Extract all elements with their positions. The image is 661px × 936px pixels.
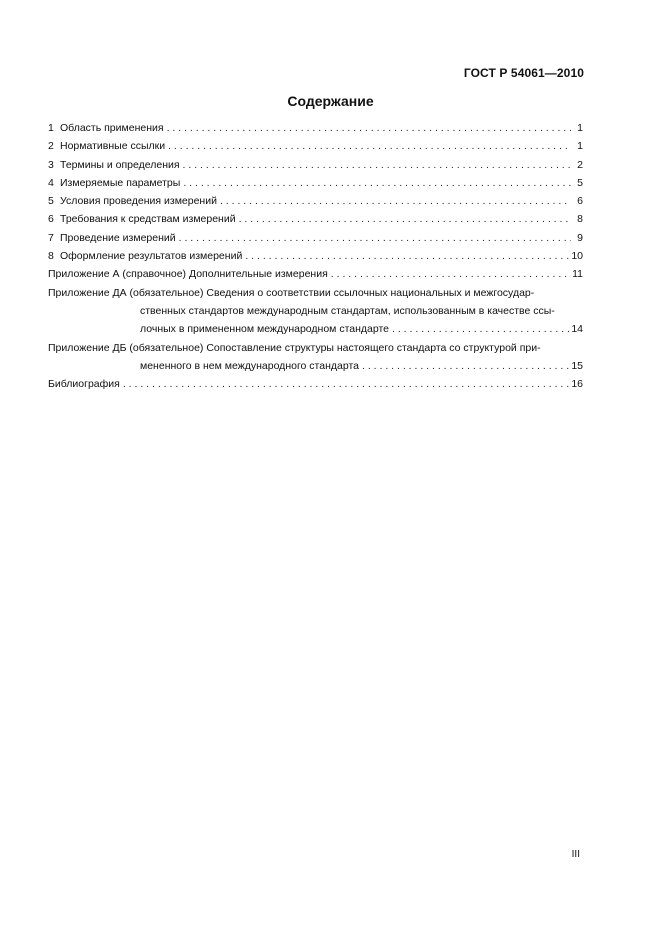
toc-entry-5[interactable]	[48, 192, 583, 210]
toc-leader-dots	[123, 375, 569, 393]
toc-leader-dots	[168, 137, 571, 155]
toc-entry-number: 5	[48, 195, 54, 208]
toc-leader-dots	[179, 229, 571, 247]
toc-entry-page: 15	[571, 359, 583, 372]
toc-entry-3[interactable]	[48, 156, 583, 174]
toc-entry-title: Проведение измерений	[60, 231, 176, 244]
toc-leader-dots	[362, 357, 569, 375]
toc-entry-page: 14	[571, 323, 583, 336]
toc-leader-dots	[331, 265, 570, 283]
toc-entry-title: Требования к средствам измерений	[60, 213, 236, 226]
toc-entry-2[interactable]	[48, 137, 583, 155]
toc-entry-1[interactable]	[48, 119, 583, 137]
page-number: III	[571, 849, 580, 860]
toc-leader-dots	[183, 156, 571, 174]
toc-entry-page: 1	[577, 122, 583, 134]
toc-leader-dots	[245, 247, 569, 265]
toc-entry-page: 1	[577, 140, 583, 153]
toc-entry-page: 5	[577, 176, 583, 189]
toc-entry-4[interactable]	[48, 174, 583, 192]
toc-leader-dots	[167, 119, 571, 137]
toc-entry-title: Нормативные ссылки	[60, 140, 166, 153]
toc-entry-number: 8	[48, 250, 54, 263]
document-code: ГОСТ Р 54061—2010	[463, 66, 584, 80]
toc-entry-title: Оформление результатов измерений	[60, 250, 243, 263]
toc-entry-number: 6	[48, 213, 54, 226]
toc-entry-page: 2	[577, 158, 583, 171]
toc-leader-dots	[183, 174, 571, 192]
toc-entry-page: 16	[571, 378, 583, 391]
toc-entry-appendix-a[interactable]	[48, 265, 583, 283]
toc-entry-number: 2	[48, 140, 54, 153]
toc-entry-title: Условия проведения измерений	[60, 195, 217, 208]
toc-entry-bibliography[interactable]	[48, 375, 583, 393]
toc-entry-page: 9	[577, 231, 583, 244]
toc-leader-dots	[239, 210, 571, 228]
toc-title: Содержание	[287, 93, 374, 109]
toc-leader-dots	[392, 320, 569, 338]
toc-entry-7[interactable]	[48, 229, 583, 247]
toc-entry-6[interactable]	[48, 210, 583, 228]
toc-entry-title: Измеряемые параметры	[60, 176, 181, 189]
toc-entry-page: 10	[571, 250, 583, 263]
toc-entry-page: 6	[577, 195, 583, 208]
toc-entry-8[interactable]	[48, 247, 583, 265]
toc-leader-dots	[220, 192, 571, 210]
toc-entry-number: 1	[48, 122, 54, 134]
toc-entry-title-line: Приложение ДА (обязательное) Сведения о соответствии ссылочных национальных и межгосудар-	[48, 286, 535, 299]
toc-entry-title: Библиография	[48, 378, 120, 391]
toc-entry-title: Область применения	[60, 122, 164, 134]
toc-entry-title-line: лочных в примененном международном стандарте	[140, 323, 390, 336]
toc-entry-title: Приложение А (справочное) Дополнительные измерения	[48, 268, 328, 281]
toc-entry-title-line: Приложение ДБ (обязательное) Сопоставление структуры настоящего стандарта со структурой при-	[48, 341, 541, 354]
toc-entry-title-line: ственных стандартов международным стандартам, использованным в качестве ссы-	[140, 304, 555, 317]
toc-entry-page: 11	[572, 268, 583, 281]
toc-entry-page: 8	[577, 213, 583, 226]
toc-entry-number: 3	[48, 158, 54, 171]
toc-entry-number: 7	[48, 231, 54, 244]
toc-entry-number: 4	[48, 176, 54, 189]
toc-entry-title: Термины и определения	[60, 158, 180, 171]
toc-entry-title-line: мененного в нем международного стандарта	[140, 359, 359, 372]
toc-entry-appendix-da[interactable]	[48, 284, 583, 339]
toc-entry-appendix-db[interactable]	[48, 339, 583, 376]
table-of-contents	[48, 119, 583, 393]
